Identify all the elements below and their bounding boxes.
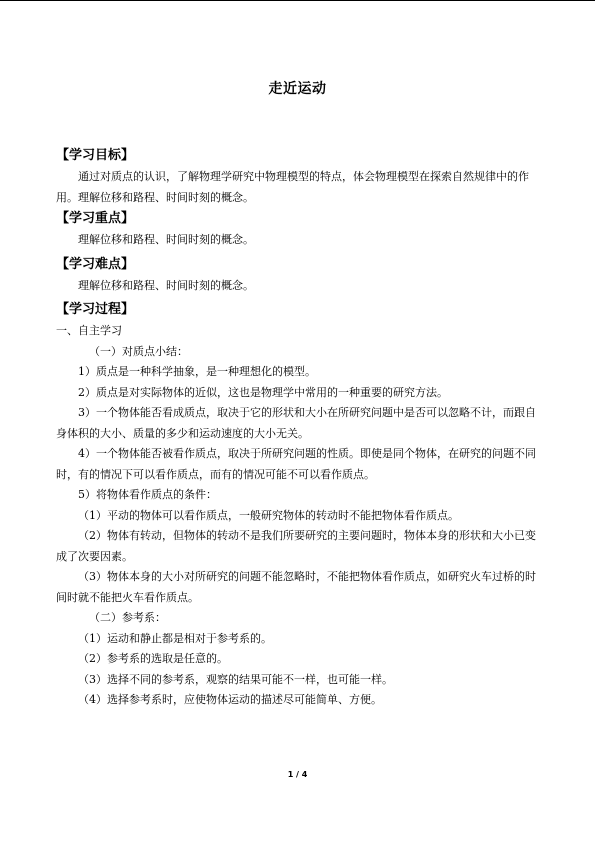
page-number: 1 / 4	[287, 770, 308, 779]
list-item: 3）一个物体能否看成质点，取决于它的形状和大小在所研究问题中是否可以忽略不计，而跟自身体积的大小、质量的多少和运动速度的大小无关。	[56, 406, 536, 440]
list-item: 5）将物体看作质点的条件：	[78, 488, 217, 501]
objective-heading: 【学习目标】	[56, 148, 135, 163]
condition-item: （2）物体有转动，但物体的转动不是我们所要研究的主要问题时，物体本身的形状和大小已变成了次要因素。	[56, 529, 536, 563]
reference-item: （1）运动和静止都是相对于参考系的。	[78, 631, 272, 645]
list-item: 2）质点是对实际物体的近似，这也是物理学中常用的一种重要的研究方法。	[78, 385, 448, 399]
sub1-heading: （一）对质点小结：	[89, 344, 188, 358]
document-body	[56, 145, 540, 711]
list-item: 4）一个物体能否被看作质点，取决于所研究问题的性质。即使是同个物体，在研究的问题不同时，有的情况下可以看作质点，而有的情况可能不可以看作质点。	[56, 447, 536, 481]
sub2-heading: （二）参考系：	[89, 611, 166, 624]
process-heading: 【学习过程】	[56, 302, 135, 317]
difficulties-heading: 【学习难点】	[56, 256, 135, 272]
reference-item: （2）参考系的选取是任意的。	[78, 652, 228, 665]
key-points-heading: 【学习重点】	[56, 211, 135, 226]
page-title: 走近运动	[268, 81, 327, 97]
difficulties-text: 理解位移和路程、时间时刻的概念。	[78, 278, 254, 292]
page-top-rule	[0, 0, 595, 1]
reference-item: （3）选择不同的参考系，观察的结果可能不一样，也可能一样。	[78, 672, 393, 686]
reference-item: （4）选择参考系时，应使物体运动的描述尽可能简单、方便。	[78, 693, 382, 706]
list-item: 1）质点是一种科学抽象，是一种理想化的模型。	[78, 365, 316, 378]
key-points-text: 理解位移和路程、时间时刻的概念。	[78, 233, 254, 246]
condition-item: （3）物体本身的大小对所研究的问题不能忽略时，不能把物体看作质点，如研究火车过桥的时间时就不能把火车看作质点。	[56, 570, 536, 604]
objective-text: 通过对质点的认识，了解物理学研究中物理模型的特点，体会物理模型在探索自然规律中的作用。理解位移和路程、时间时刻的概念。	[56, 170, 529, 204]
part1-heading: 一、自主学习	[56, 324, 122, 337]
condition-item: （1）平动的物体可以看作质点，一般研究物体的转动时不能把物体看作质点。	[78, 508, 459, 522]
